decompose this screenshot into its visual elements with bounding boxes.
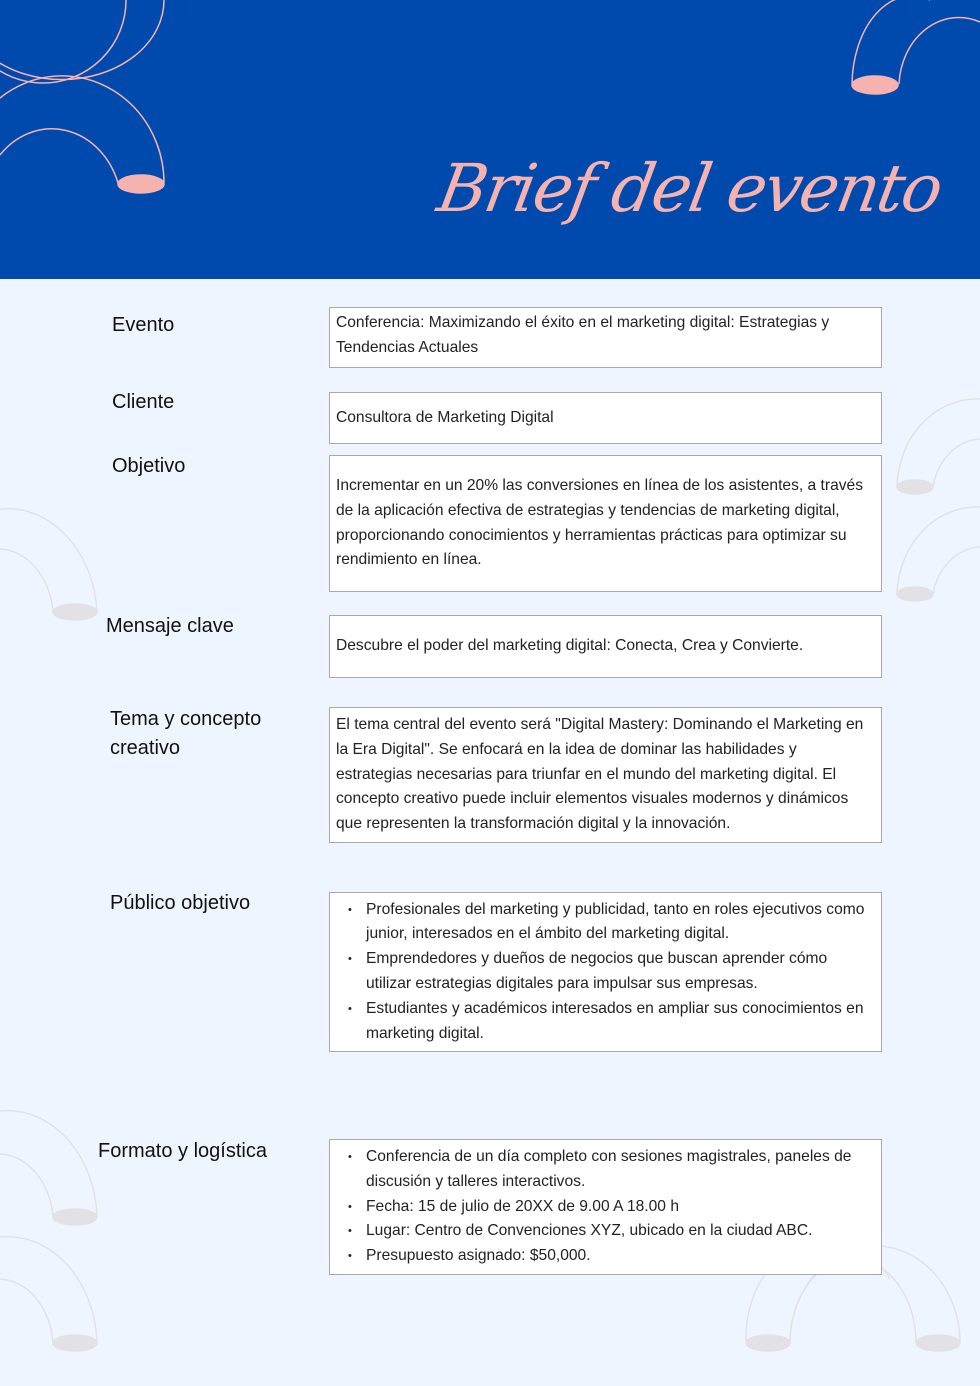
field-label-publico: Público objetivo <box>110 892 251 914</box>
field-label-objetivo: Objetivo <box>112 455 186 477</box>
audience-list <box>336 898 875 1047</box>
field-value-tema <box>329 707 882 843</box>
field-label-formato: Formato y logística <box>98 1140 267 1162</box>
header-banner <box>0 0 980 279</box>
field-label-tema: Tema y concepto creativo <box>110 708 262 759</box>
field-value-mensaje-clave <box>329 615 882 678</box>
field-value-objetivo <box>329 455 882 592</box>
list-item: • Lugar: Centro de Convenciones XYZ, ubicado en la ciudad ABC. <box>366 1219 875 1244</box>
field-value-cliente <box>329 392 882 444</box>
list-item: • Estudiantes y académicos interesados en ampliar sus conocimientos en marketing digital. <box>366 997 875 1047</box>
logistics-list <box>336 1145 875 1269</box>
field-text: Incrementar en un 20% las conversiones en línea de los asistentes, a través de la aplicación efectiva de estrategias y tendencias de marketing digital, proporcionando conocimientos y herramientas prácticas para optimizar su rendimiento en línea. <box>336 476 864 569</box>
field-label-cliente: Cliente <box>112 391 175 413</box>
field-label-mensaje-clave: Mensaje clave <box>106 615 234 637</box>
field-text: Consultora de Marketing Digital <box>336 408 554 426</box>
field-label-evento: Evento <box>112 314 175 336</box>
arch-decoration-icon <box>0 0 980 279</box>
list-item: • Profesionales del marketing y publicidad, tanto en roles ejecutivos como junior, interesados en el ámbito del marketing digital. <box>366 898 875 948</box>
field-text: Conferencia: Maximizando el éxito en el marketing digital: Estrategias y Tendencias Actuales <box>336 314 830 356</box>
page-title: Brief del evento <box>432 150 947 227</box>
field-text: El tema central del evento será "Digital Mastery: Dominando el Marketing en la Era Digital". Se enfocará en la idea de dominar las habilidades y estrategias necesarias para triunfar en el mundo del marketing digital. El concepto creativo puede incluir elementos visuales modernos y dinámicos que representen la transformación digital y la innovación. <box>336 716 864 833</box>
list-item: • Conferencia de un día completo con sesiones magistrales, paneles de discusión y talleres interactivos. <box>366 1145 875 1195</box>
list-item: • Fecha: 15 de julio de 20XX de 9.00 A 18.00 h <box>366 1195 875 1220</box>
field-text: Descubre el poder del marketing digital: Conecta, Crea y Convierte. <box>336 637 804 655</box>
field-value-evento <box>329 307 882 368</box>
field-value-publico <box>329 892 882 1052</box>
list-item: • Emprendedores y dueños de negocios que buscan aprender cómo utilizar estrategias digitales para impulsar sus empresas. <box>366 947 875 997</box>
list-item: • Presupuesto asignado: $50,000. <box>366 1244 875 1269</box>
field-value-formato <box>329 1139 882 1275</box>
